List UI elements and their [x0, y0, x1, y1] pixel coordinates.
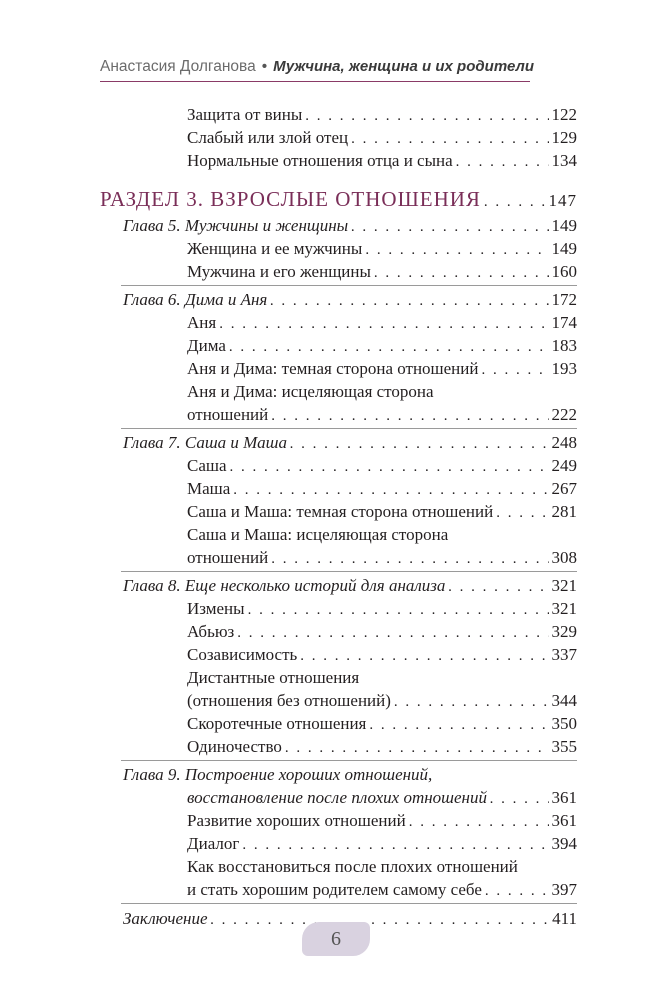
- toc-entry-title: Женщина и ее мужчины: [187, 239, 363, 258]
- chapter-separator: [121, 571, 577, 572]
- toc-entry-title: Саша и Маша: темная сторона отношений: [187, 502, 494, 521]
- toc-entry-page: 308: [551, 548, 577, 567]
- toc-entry[interactable]: [187, 736, 577, 758]
- header-author: Анастасия Долганова: [100, 58, 256, 75]
- toc-entry[interactable]: [187, 238, 577, 260]
- chapter-title: Глава 5. Мужчины и женщины: [123, 216, 349, 235]
- toc-entry[interactable]: [187, 335, 577, 357]
- toc-entry-title-line1[interactable]: Саша и Маша: исцеляющая сторона: [187, 525, 449, 544]
- toc-entry[interactable]: [187, 547, 577, 569]
- toc-entry[interactable]: [187, 261, 577, 283]
- chapter-page: 321: [551, 576, 577, 595]
- toc-entry-page: 160: [551, 262, 577, 281]
- toc-entry-title: Аня и Дима: темная сторона отношений: [187, 359, 479, 378]
- toc-chapter[interactable]: [123, 432, 577, 454]
- toc-entry[interactable]: [187, 690, 577, 712]
- toc-chapter[interactable]: [123, 575, 577, 597]
- toc-section-heading[interactable]: [100, 186, 577, 212]
- toc-entry-title: Слабый или злой отец: [187, 128, 349, 147]
- toc-entry-title: Диалог: [187, 834, 240, 853]
- toc-entry-title: Измены: [187, 599, 245, 618]
- toc-entry-title: Аня: [187, 313, 217, 332]
- toc-entry-title-line2: и стать хорошим родителем самому себе: [187, 880, 482, 899]
- toc-entry-title: Скоротечные отношения: [187, 714, 367, 733]
- chapter-separator: [121, 760, 577, 761]
- toc-entry-title: Нормальные отношения отца и сына: [187, 151, 453, 170]
- chapter-page: 149: [551, 216, 577, 235]
- toc-chapter[interactable]: [123, 215, 577, 237]
- toc-entry-page: 149: [551, 239, 577, 258]
- toc-entry-page: 122: [551, 105, 577, 124]
- toc-entry[interactable]: [187, 644, 577, 666]
- toc-entry-page: 337: [551, 645, 577, 664]
- toc-entry-title: Саша: [187, 456, 227, 475]
- toc-entry-title: Созависимость: [187, 645, 298, 664]
- toc-entry[interactable]: [187, 621, 577, 643]
- toc-entry-page: 344: [551, 691, 577, 710]
- chapter-title-line2: восстановление после плохих отношений: [187, 788, 487, 807]
- conclusion-title: Заключение: [123, 909, 208, 928]
- chapter-page: 172: [551, 290, 577, 309]
- toc-entry[interactable]: [187, 833, 577, 855]
- toc-entry-title-line2: отношений: [187, 405, 269, 424]
- toc-entry[interactable]: [187, 501, 577, 523]
- chapter-page: 248: [551, 433, 577, 452]
- toc-entry-title: Развитие хороших отношений: [187, 811, 406, 830]
- toc-chapter[interactable]: [123, 289, 577, 311]
- toc-entry[interactable]: [187, 150, 577, 172]
- toc-entry[interactable]: [187, 598, 577, 620]
- toc-entry-title: Защита от вины: [187, 105, 303, 124]
- section-page: 147: [548, 191, 577, 210]
- toc-entry-page: 222: [551, 405, 577, 424]
- chapter-page: 361: [551, 788, 577, 807]
- toc-entry-page: 267: [551, 479, 577, 498]
- toc-entry-page: 134: [551, 151, 577, 170]
- toc-entry[interactable]: [187, 879, 577, 901]
- toc-entry-page: 281: [551, 502, 577, 521]
- toc-entry[interactable]: [187, 713, 577, 735]
- toc-entry-page: 350: [551, 714, 577, 733]
- toc-entry[interactable]: [187, 127, 577, 149]
- chapter-separator: [121, 285, 577, 286]
- toc-entry-page: 129: [551, 128, 577, 147]
- toc-entry-page: 329: [551, 622, 577, 641]
- toc-entry-page: 174: [551, 313, 577, 332]
- toc-entry-page: 355: [551, 737, 577, 756]
- toc-entry[interactable]: [187, 312, 577, 334]
- toc-entry-title: Мужчина и его женщины: [187, 262, 371, 281]
- toc-entry-page: 361: [551, 811, 577, 830]
- toc-entry-page: 183: [551, 336, 577, 355]
- chapter-separator: [121, 428, 577, 429]
- header-bullet: •: [261, 58, 268, 75]
- chapter-separator: [121, 903, 577, 904]
- page-number: 6: [331, 928, 341, 950]
- toc-entry-title: Абьюз: [187, 622, 235, 641]
- toc-entry-page: 397: [551, 880, 577, 899]
- toc-entry[interactable]: [187, 404, 577, 426]
- chapter-title: Глава 7. Саша и Маша: [123, 433, 287, 452]
- toc-entry[interactable]: [187, 810, 577, 832]
- toc-entry-page: 249: [551, 456, 577, 475]
- toc-entry[interactable]: [187, 455, 577, 477]
- toc-entry[interactable]: [187, 478, 577, 500]
- toc-entry-page: 321: [551, 599, 577, 618]
- toc-entry-page: 394: [551, 834, 577, 853]
- toc-entry-title-line2: (отношения без отношений): [187, 691, 391, 710]
- toc-entry[interactable]: [187, 358, 577, 380]
- header-book-title: Мужчина, женщина и их родители: [273, 58, 534, 75]
- toc-entry-title: Маша: [187, 479, 231, 498]
- chapter-title: Глава 8. Еще несколько историй для анализа: [123, 576, 446, 595]
- toc-entry-title: Дима: [187, 336, 226, 355]
- toc-entry[interactable]: [187, 104, 577, 126]
- toc-entry-page: 193: [551, 359, 577, 378]
- chapter-title: Глава 6. Дима и Аня: [123, 290, 268, 309]
- page-number-badge: [302, 922, 370, 956]
- toc-entry-title-line2: отношений: [187, 548, 269, 567]
- toc-chapter[interactable]: [187, 787, 577, 809]
- section-title: РАЗДЕЛ 3. ВЗРОСЛЫЕ ОТНОШЕНИЯ: [100, 187, 481, 211]
- chapter-title-line1[interactable]: Глава 9. Построение хороших отношений,: [123, 765, 433, 784]
- toc-entry-title: Одиночество: [187, 737, 282, 756]
- toc-entry-title-line1[interactable]: Дистантные отношения: [187, 668, 360, 687]
- toc-entry-title-line1[interactable]: Как восстановиться после плохих отношений: [187, 857, 518, 876]
- toc-entry-title-line1[interactable]: Аня и Дима: исцеляющая сторона: [187, 382, 434, 401]
- conclusion-page: 411: [552, 909, 577, 928]
